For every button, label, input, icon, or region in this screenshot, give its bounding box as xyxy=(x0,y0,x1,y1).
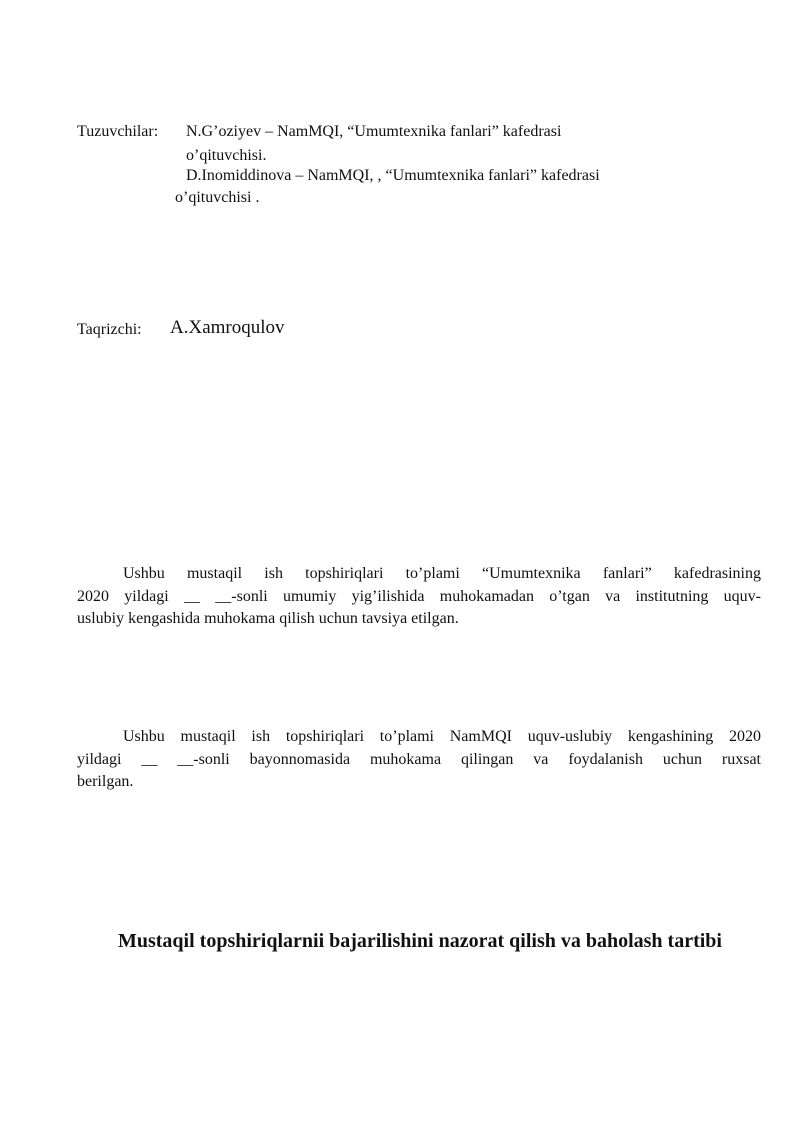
paragraph1-line2: 2020 yildagi __ __-sonli umumiy yig’ilishida muhokamadan o’tgan va institutning uquv- xyxy=(77,587,761,605)
author2-line2: o’qituvchisi . xyxy=(175,189,260,206)
section-title: Mustaqil topshiriqlarnii bajarilishini nazorat qilish va baholash tartibi xyxy=(117,930,722,952)
reviewer-name: A.Xamroqulov xyxy=(170,317,285,338)
approval-paragraph-council xyxy=(77,726,761,794)
author1-line2: o’qituvchisi. xyxy=(186,147,267,164)
paragraph1-line3: uslubiy kengashida muhokama qilish uchun tavsiya etilgan. xyxy=(77,610,459,627)
authors-label: Tuzuvchilar: xyxy=(77,123,159,140)
reviewer-label: Taqrizchi: xyxy=(77,321,142,338)
paragraph2-line2: yildagi __ __-sonli bayonnomasida muhokama qilingan va foydalanish uchun ruxsat xyxy=(77,750,761,768)
approval-paragraph-department xyxy=(77,563,761,631)
author2-line1: D.Inomiddinova – NamMQI, , “Umumtexnika fanlari” kafedrasi xyxy=(186,167,600,184)
paragraph1-line1: Ushbu mustaqil ish topshiriqlari to’plami “Umumtexnika fanlari” kafedrasining xyxy=(123,565,761,582)
author1-line1: N.G’oziyev – NamMQI, “Umumtexnika fanlari” kafedrasi xyxy=(186,123,562,140)
paragraph2-line1: Ushbu mustaqil ish topshiriqlari to’plami NamMQI uquv-uslubiy kengashining 2020 xyxy=(123,728,761,745)
paragraph2-line3: berilgan. xyxy=(77,773,134,790)
